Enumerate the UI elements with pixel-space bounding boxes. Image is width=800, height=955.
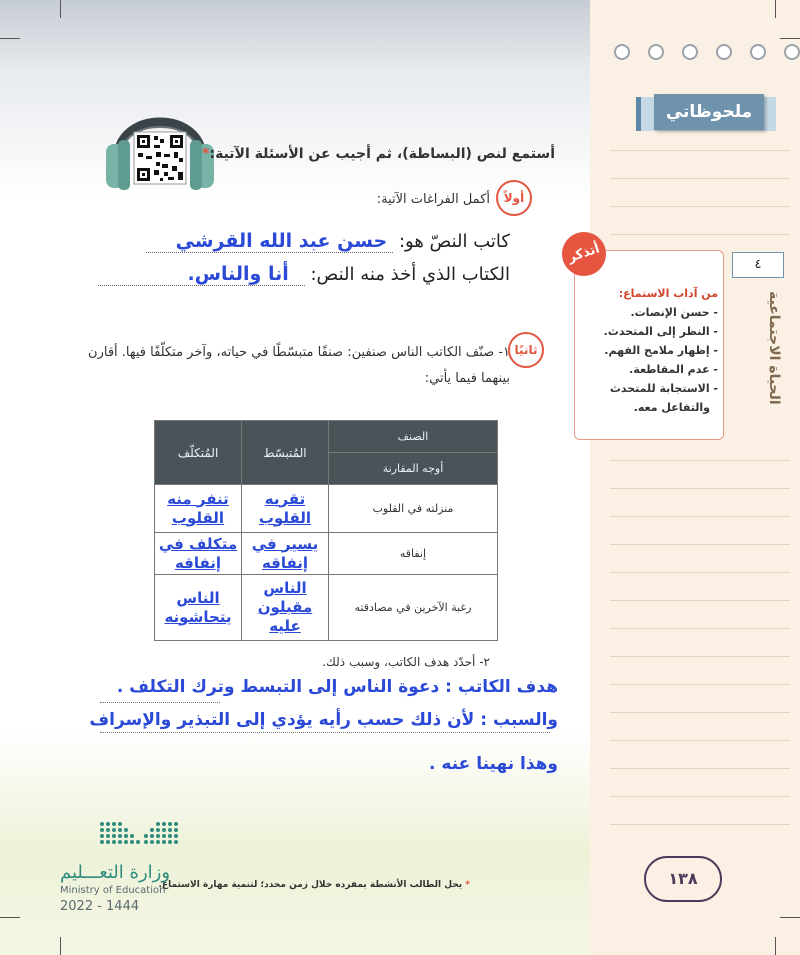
table-cell-pretend[interactable]: الناس يتحاشونه xyxy=(155,575,242,641)
note-line xyxy=(610,600,790,601)
remember-title: من آداب الاستماع: xyxy=(618,287,718,300)
note-line xyxy=(610,234,790,235)
crop-mark xyxy=(780,38,800,39)
footer-star: * xyxy=(465,880,470,890)
note-line xyxy=(610,768,790,769)
remember-item: - عدم المقاطعة. xyxy=(629,363,718,376)
remember-item: - حسن الإنصات. xyxy=(630,306,718,319)
notes-title: ملحوظاتي xyxy=(654,94,764,130)
question2-text: ٢- أحدّد هدف الكاتب، وسبب ذلك. xyxy=(322,655,490,669)
instruction-star: * xyxy=(202,146,210,162)
table-cell-aspect: إنفاقه xyxy=(329,533,498,575)
question1-text: ١- صنّف الكاتب الناس صنفين: صنفًا متبسّطًا في حياته، وآخر متكلّفًا فيها. أقارن بينهما فيما يأتي: xyxy=(88,345,510,386)
book-answer: أنا والناس. xyxy=(187,263,289,285)
instruction-text xyxy=(202,146,555,162)
table-header-aspect: أوجه المقارنة xyxy=(329,453,498,485)
answer-conclusion[interactable]: وهذا نهينا عنه . xyxy=(429,754,558,774)
crop-mark xyxy=(60,937,61,955)
crop-mark xyxy=(60,0,61,18)
note-line xyxy=(610,544,790,545)
remember-item: - النظر إلى المتحدث. xyxy=(603,325,718,338)
headphones-qr-icon[interactable] xyxy=(104,98,216,194)
edition-year: 2022 - 1444 xyxy=(60,899,140,914)
note-line xyxy=(610,460,790,461)
remember-item: - الاستجابة للمتحدث xyxy=(609,382,718,395)
author-answer-line[interactable] xyxy=(146,230,394,253)
instruction-label: أستمع لنص (البساطة)، ثم أجيب عن الأسئلة الآتية: xyxy=(209,146,555,162)
fill-row-author xyxy=(146,230,510,253)
fill-row-book xyxy=(98,263,510,286)
footer-note xyxy=(159,880,470,890)
section2-badge: ثانيًا xyxy=(508,332,544,368)
table-cell-pretend[interactable]: تنفر منه القلوب xyxy=(155,485,242,533)
answer-line xyxy=(100,732,550,733)
table-cell-aspect: رغبة الآخرين في مصادقته xyxy=(329,575,498,641)
remember-item: - إظهار ملامح الفهم. xyxy=(604,344,718,357)
binder-ring-icon xyxy=(750,44,766,60)
notes-panel-background xyxy=(590,0,800,955)
unit-title: الحياة الاجتماعية xyxy=(766,291,782,405)
table-cell-simple[interactable]: الناس مقبلون عليه xyxy=(242,575,329,641)
binder-ring-icon xyxy=(648,44,664,60)
unit-number: ٤ xyxy=(732,252,784,278)
remember-list xyxy=(580,284,718,417)
unit-title-tab xyxy=(754,288,794,408)
footer-note-text: يحل الطالب الأنشطة بمفرده خلال زمن محدد؛ لتنمية مهارة الاستماع. xyxy=(158,880,463,890)
ministry-logo-icon xyxy=(98,820,194,854)
table-cell-simple[interactable]: تقربه القلوب xyxy=(242,485,329,533)
answer-goal[interactable]: هدف الكاتب : دعوة الناس إلى التبسط وترك التكلف . xyxy=(116,677,558,697)
section1-badge: أولاً xyxy=(496,180,532,216)
author-label: كاتب النصّ هو: xyxy=(398,231,510,252)
table-header-pretend: المُتكلّف xyxy=(155,421,242,485)
remember-item: والتفاعل معه. xyxy=(633,401,710,414)
crop-mark xyxy=(775,937,776,955)
note-line xyxy=(610,516,790,517)
page-number: ١٣٨ xyxy=(644,856,722,902)
table-row xyxy=(155,485,498,533)
table-cell-pretend[interactable]: متكلف في إنفاقه xyxy=(155,533,242,575)
note-line xyxy=(610,488,790,489)
table-row xyxy=(155,575,498,641)
note-line xyxy=(610,178,790,179)
note-line xyxy=(610,628,790,629)
answer-reason[interactable]: والسبب : لأن ذلك حسب رأيه يؤدي إلى التبذير والإسراف xyxy=(89,710,558,730)
table-row xyxy=(155,533,498,575)
book-answer-line[interactable] xyxy=(98,263,305,286)
note-line xyxy=(610,150,790,151)
binder-ring-icon xyxy=(614,44,630,60)
section1-heading: أكمل الفراغات الآتية: xyxy=(376,192,490,207)
table-header-simple: المُتبسّط xyxy=(242,421,329,485)
crop-mark xyxy=(775,0,776,18)
note-line xyxy=(610,656,790,657)
book-label: الكتاب الذي أخذ منه النص: xyxy=(310,264,510,285)
remember-badge: أتذكر xyxy=(556,226,611,281)
note-line xyxy=(610,684,790,685)
answer-line xyxy=(100,702,220,703)
ministry-name-arabic: وزارة التعـــليم xyxy=(60,862,171,883)
binder-ring-icon xyxy=(784,44,800,60)
ministry-name-english: Ministry of Education xyxy=(60,885,166,896)
crop-mark xyxy=(0,917,20,918)
note-line xyxy=(610,206,790,207)
note-line xyxy=(610,824,790,825)
binder-ring-icon xyxy=(716,44,732,60)
comparison-table xyxy=(154,420,498,641)
table-cell-simple[interactable]: يسير في إنفاقه xyxy=(242,533,329,575)
crop-mark xyxy=(780,917,800,918)
note-line xyxy=(610,796,790,797)
note-line xyxy=(610,572,790,573)
note-line xyxy=(610,740,790,741)
author-answer: حسن عبد الله القرشي xyxy=(175,230,388,252)
table-cell-aspect: منزلته في القلوب xyxy=(329,485,498,533)
binder-ring-icon xyxy=(682,44,698,60)
note-line xyxy=(610,712,790,713)
crop-mark xyxy=(0,38,20,39)
table-header-type: الصنف xyxy=(329,421,498,453)
